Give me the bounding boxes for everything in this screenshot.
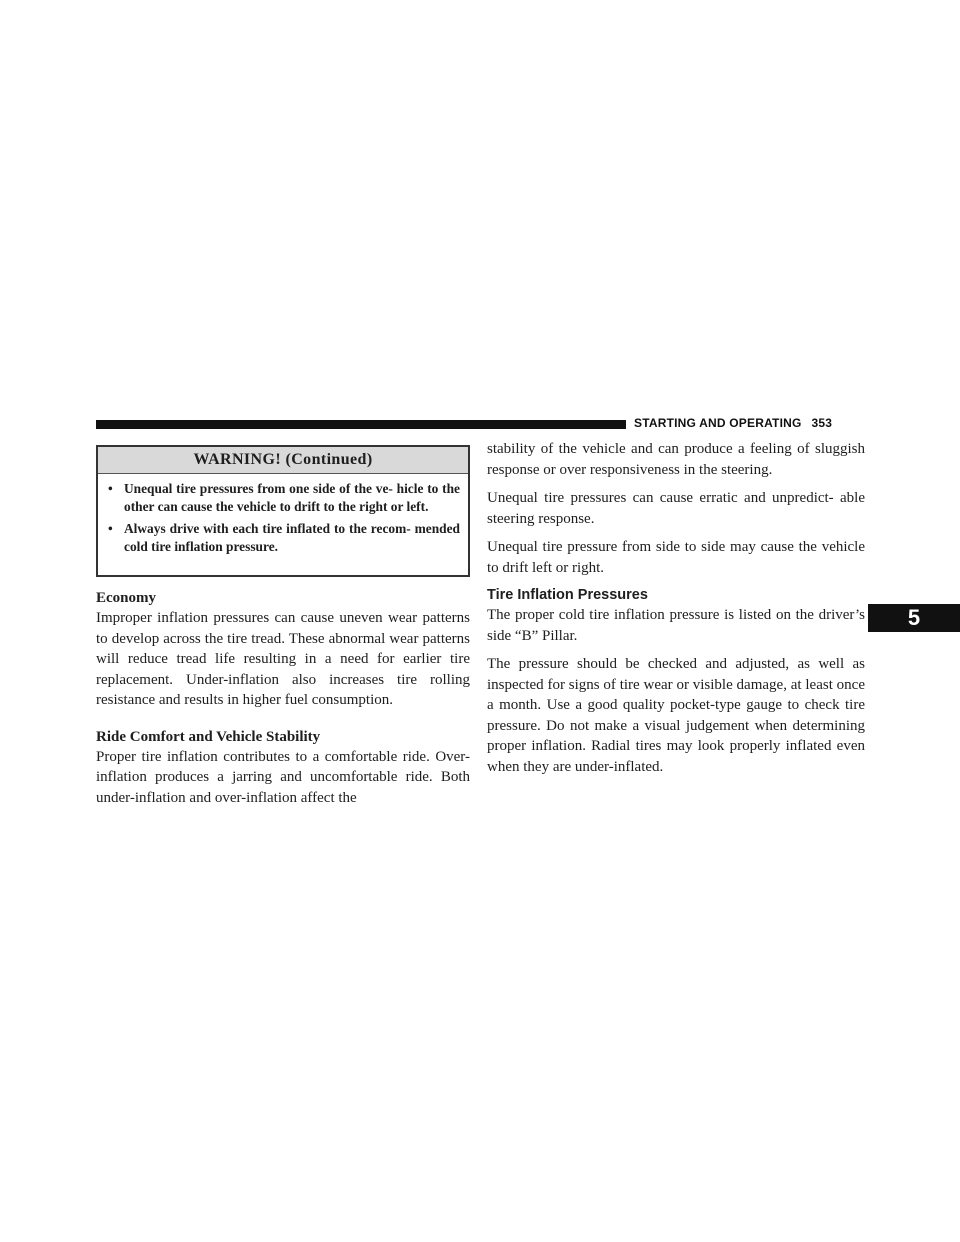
economy-paragraph: Improper inflation pressures can cause uneven wear patterns to develop across the tire tread. These abnormal wear patterns will reduce tread life resulting in a need for earlier tire replacement. Under-inflation also increases tire rolling resistance and results in higher fuel consumption. (96, 610, 470, 708)
ride-comfort-heading: Ride Comfort and Vehicle Stability (96, 728, 321, 745)
header-rule (96, 420, 626, 429)
pillar-paragraph: The proper cold tire inflation pressure is listed on the driver’s side “B” Pillar. (487, 607, 865, 644)
bullet-icon: • (108, 521, 113, 536)
tire-inflation-heading: Tire Inflation Pressures (487, 587, 648, 603)
chapter-tab: 5 (868, 604, 960, 632)
ride-comfort-paragraph: Proper tire inflation contributes to a comfortable ride. Over-inflation produces a jarring and uncomfortable ride. Both under-inflation and over-inflation affect the (96, 748, 470, 806)
drift-paragraph: Unequal tire pressure from side to side may cause the vehicle to drift left or right. (487, 539, 865, 576)
page-number: 353 (811, 416, 833, 430)
bullet-icon: • (108, 481, 113, 496)
left-column (96, 588, 470, 816)
economy-heading: Economy (96, 590, 156, 606)
warning-item (106, 480, 460, 515)
warning-list (106, 480, 460, 555)
warning-box (96, 445, 470, 577)
warning-item-text: Always drive with each tire inflated to the recom- mended cold tire inflation pressure. (124, 521, 460, 554)
erratic-steering-paragraph: Unequal tire pressures can cause erratic and unpredict- able steering response. (487, 490, 865, 527)
warning-title: WARNING! (Continued) (98, 447, 468, 474)
running-header (634, 416, 832, 430)
right-column (487, 439, 865, 785)
warning-item-text: Unequal tire pressures from one side of the ve- hicle to the other can cause the vehicle to drift to the right or left. (124, 481, 460, 514)
monthly-check-paragraph: The pressure should be checked and adjusted, as well as inspected for signs of tire wear or visible damage, at least once a month. Use a good quality pocket-type gauge to check tire pressure. Do not make a visual judgement when determining proper inflation. Radial tires may look properly inflated even when they are under-inflated. (487, 656, 865, 775)
section-title: STARTING AND OPERATING (634, 416, 802, 430)
warning-item (106, 520, 460, 555)
stability-paragraph: stability of the vehicle and can produce a feeling of sluggish response or over responsiveness in the steering. (487, 441, 865, 478)
